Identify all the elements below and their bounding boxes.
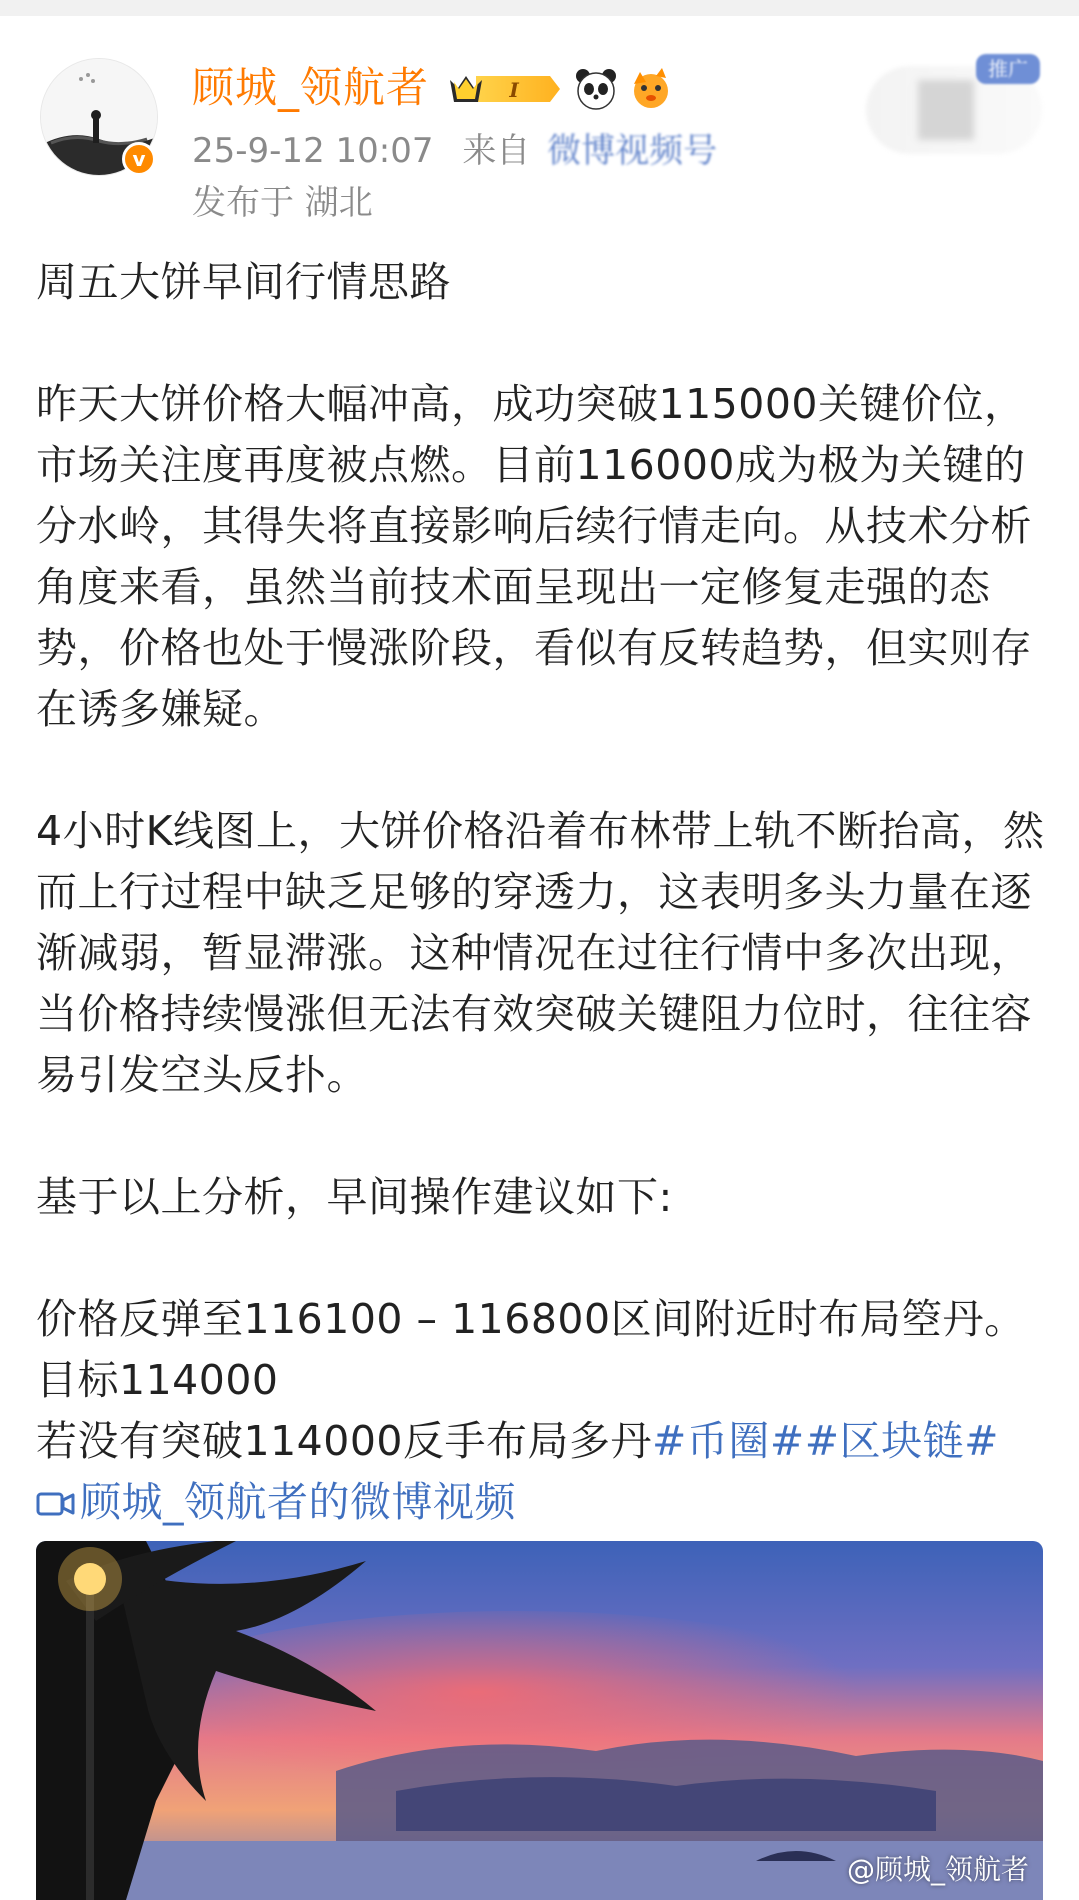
recommend-badge: 推广 xyxy=(976,54,1040,84)
video-link-text: 顾城_领航者的微博视频 xyxy=(80,1478,516,1526)
from-label: 来自 xyxy=(462,131,531,171)
post-title: 周五大饼早间行情思路 xyxy=(36,258,451,306)
post-line-2 xyxy=(36,1411,1046,1472)
author-name[interactable]: 顾城_领航者 xyxy=(192,63,430,112)
topic-link-1[interactable]: #币圈# xyxy=(652,1417,805,1465)
image-watermark: @顾城_领航者 xyxy=(846,1853,1029,1886)
post-content xyxy=(36,252,1046,1535)
post-meta xyxy=(192,128,717,174)
svg-text:I: I xyxy=(509,78,519,102)
topic-link-2[interactable]: #区块链# xyxy=(804,1417,999,1465)
post-image[interactable] xyxy=(36,1541,1043,1900)
post-location: 发布于 湖北 xyxy=(192,183,373,223)
video-camera-icon xyxy=(36,1488,76,1518)
post-line-2-text: 若没有突破114000反手布局多丹 xyxy=(36,1417,653,1465)
video-link[interactable] xyxy=(36,1472,516,1533)
panda-icon xyxy=(573,66,619,112)
post-time: 25-9-12 10:07 xyxy=(192,131,434,171)
source-link[interactable]: 微博视频号 xyxy=(547,131,718,171)
fish-icon xyxy=(628,66,674,112)
crown-level-icon[interactable] xyxy=(446,68,562,110)
post-paragraph-1: 昨天大饼价格大幅冲高，成功突破115000关键价位，市场关注度再度被点燃。目前116000成为极为关键的分水岭，其得失将直接影响后续行情走向。从技术分析角度来看，虽然当前技术面呈现出一定修复走强的态势，价格也处于慢涨阶段，看似有反转趋势，但实则存在诱多嫌疑。 xyxy=(36,380,1032,733)
verified-icon: v xyxy=(122,142,156,176)
post-paragraph-3: 基于以上分析，早间操作建议如下: xyxy=(36,1173,673,1221)
top-status-strip xyxy=(0,0,1079,16)
post-line-1: 价格反弹至116100 – 116800区间附近时布局箜丹。目标114000 xyxy=(36,1295,1026,1404)
post-paragraph-2: 4小时K线图上，大饼价格沿着布林带上轨不断抬高，然而上行过程中缺乏足够的穿透力，这表明多头力量在逐渐减弱，暂显滞涨。这种情况在过往行情中多次出现，当价格持续慢涨但无法有效突破关键阻力位时，往往容易引发空头反扑。 xyxy=(36,807,1045,1099)
